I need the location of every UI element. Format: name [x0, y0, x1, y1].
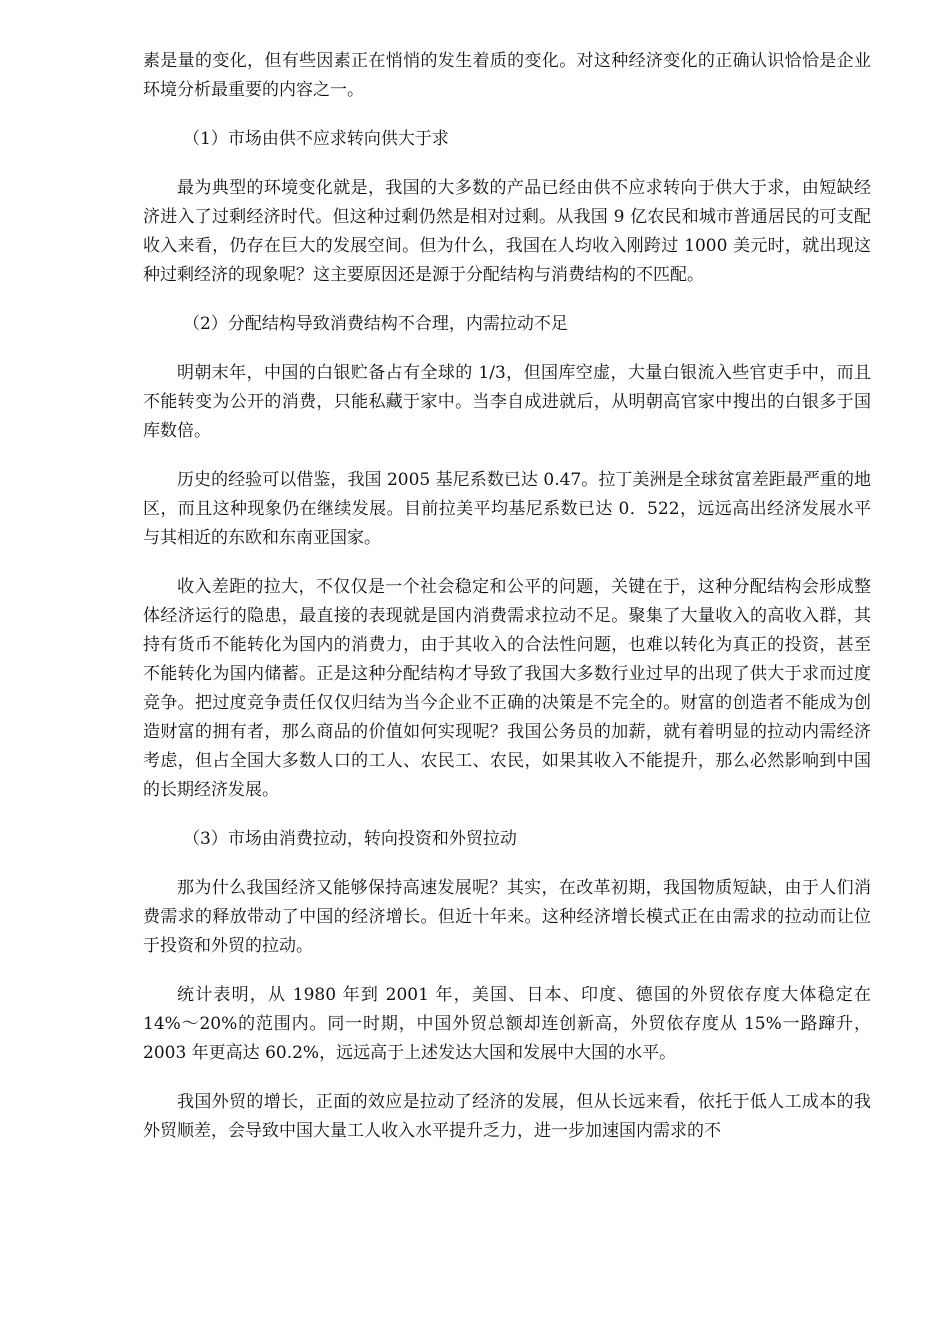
document-page: [143, 47, 871, 1166]
section-heading-1: （1）市场由供不应求转向供大于求: [183, 129, 449, 149]
paragraph-trade-surplus: 我国外贸的增长，正面的效应是拉动了经济的发展，但从长远来看，依托于低人工成本的我外贸顺差，会导致中国大量工人收入水平提升乏力，进一步加速国内需求的不: [143, 1092, 871, 1141]
paragraph-growth: 那为什么我国经济又能够保持高速发展呢？其实，在改革初期，我国物质短缺，由于人们消费需求的释放带动了中国的经济增长。但近十年来。这种经济增长模式正在由需求的拉动而让位于投资和外贸的拉动。: [143, 878, 871, 956]
paragraph-income-gap: 收入差距的拉大，不仅仅是一个社会稳定和公平的问题，关键在于，这种分配结构会形成整体经济运行的隐患，最直接的表现就是国内消费需求拉动不足。聚集了大量收入的高收入群，其持有货币不能转化为国内的消费力，由于其收入的合法性问题，也难以转化为真正的投资，甚至不能转化为国内储蓄。正是这种分配结构才导致了我国大多数行业过早的出现了供大于求而过度竞争。把过度竞争责任仅仅归结为当今企业不正确的决策是不完全的。财富的创造者不能成为创造财富的拥有者，那么商品的价值如何实现呢？我国公务员的加薪，就有着明显的拉动内需经济考虑，但占全国大多数人口的工人、农民工、农民，如果其收入不能提升，那么必然影响到中国的长期经济发展。: [143, 577, 871, 800]
section-heading-3: （3）市场由消费拉动，转向投资和外贸拉动: [183, 829, 517, 849]
paragraph-oversupply: 最为典型的环境变化就是，我国的大多数的产品已经由供不应求转向于供大于求，由短缺经济进入了过剩经济时代。但这种过剩仍然是相对过剩。从我国 9 亿农民和城市普通居民的可支配收入来看，仍存在巨大的发展空间。但为什么，我国在人均收入刚跨过 1000 美元时，就出现这种过剩经济的现象呢？这主要原因还是源于分配结构与消费结构的不匹配。: [143, 178, 871, 285]
paragraph-ming-dynasty: 明朝末年，中国的白银贮备占有全球的 1/3，但国库空虚，大量白银流入些官吏手中，而且不能转变为公开的消费，只能私藏于家中。当李自成进就后，从明朝高官家中搜出的白银多于国库数倍。: [143, 363, 871, 441]
paragraph-intro: 素是量的变化，但有些因素正在悄悄的发生着质的变化。对这种经济变化的正确认识恰恰是企业环境分析最重要的内容之一。: [143, 51, 871, 100]
paragraph-trade-dependency: 统计表明，从 1980 年到 2001 年，美国、日本、印度、德国的外贸依存度大体稳定在 14%～20%的范围内。同一时期，中国外贸总额却连创新高，外贸依存度从 15%一路蹿升，2003 年更高达 60.2%，远远高于上述发达大国和发展中大国的水平。: [143, 985, 871, 1063]
section-heading-2: （2）分配结构导致消费结构不合理，内需拉动不足: [183, 314, 568, 334]
paragraph-gini: 历史的经验可以借鉴，我国 2005 基尼系数已达 0.47。拉丁美洲是全球贫富差距最严重的地区，而且这种现象仍在继续发展。目前拉美平均基尼系数已达 0．522，远远高出经济发展水平与其相近的东欧和东南亚国家。: [143, 470, 871, 548]
